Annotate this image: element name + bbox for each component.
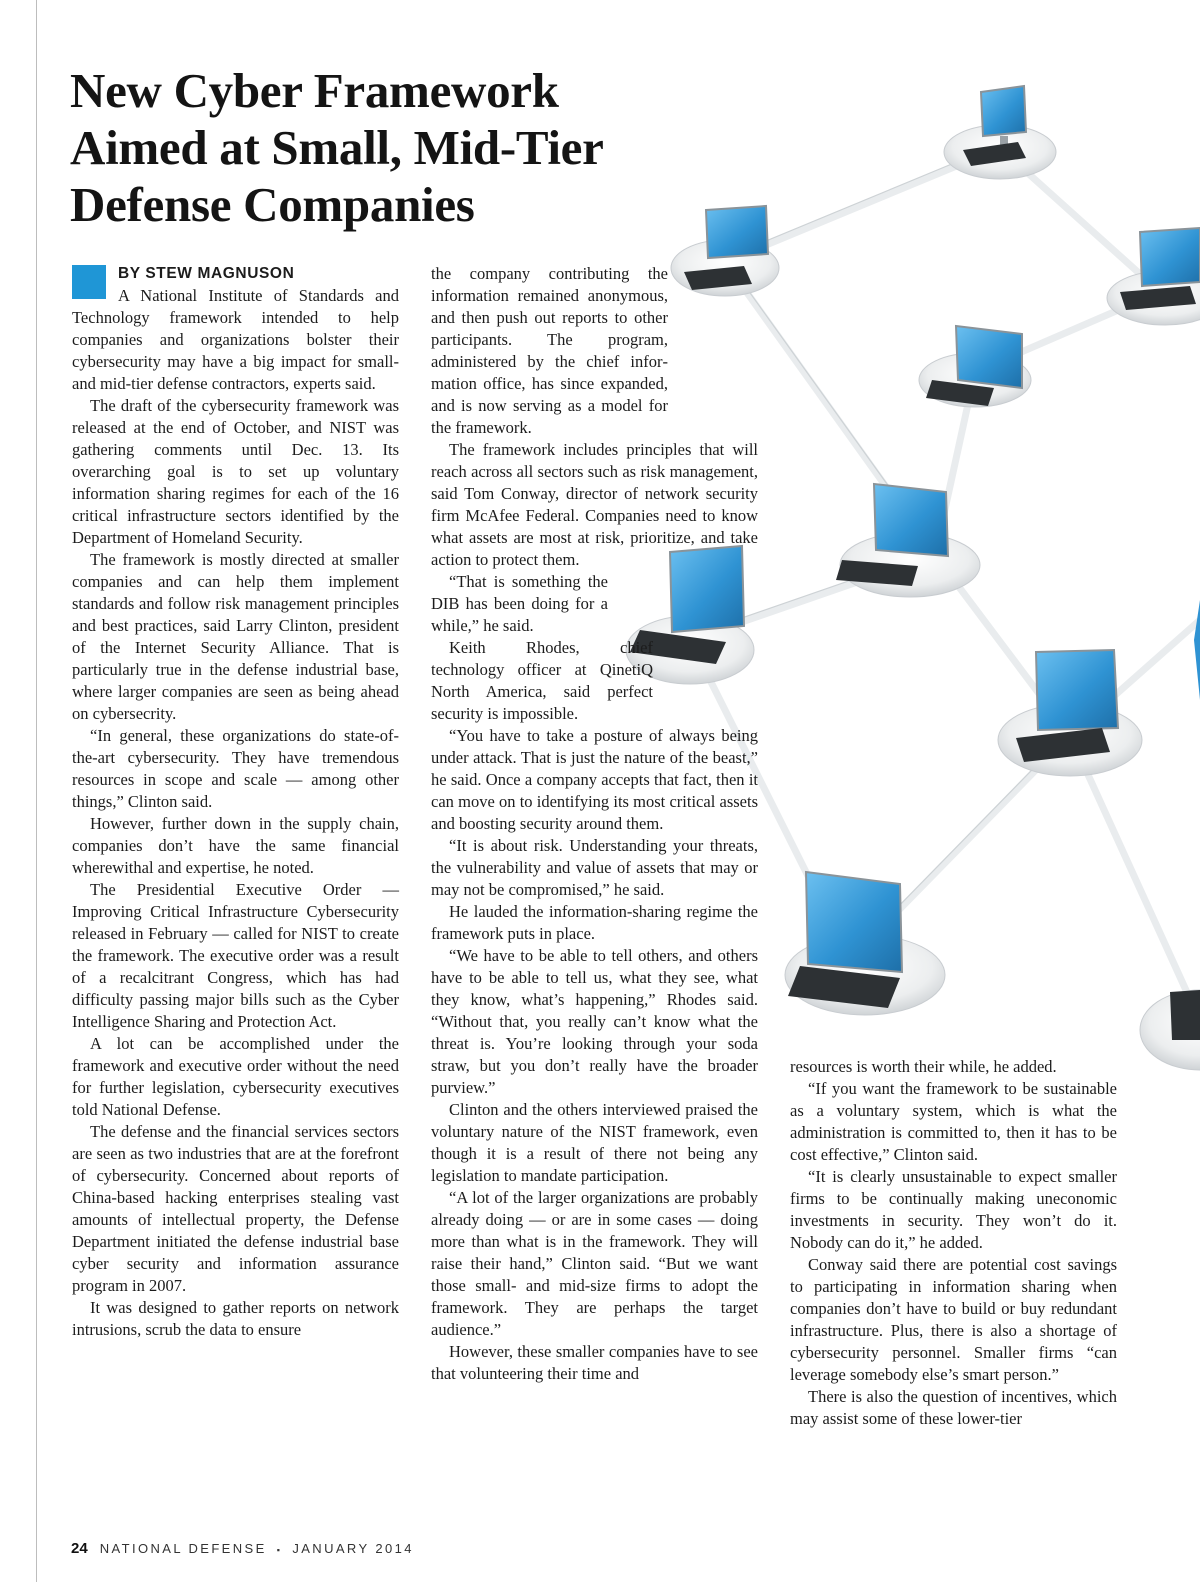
paragraph: A National Institute of Standards and Technology framework intended to help companies and organizations bolster their cybersecurity may have a big impact for small- and mid-tier defense contractors, experts said. — [72, 286, 399, 393]
article-title — [70, 62, 710, 233]
paragraph: The Presidential Executive Order — Improving Critical Infrastructure Cybersecurity released in February — called for NIST to create the framework. The executive order was a result of a recalcitrant Congress, which has had difficulty passing major bills such as the Cyber Intelligence Sharing and Protection Act. — [72, 880, 399, 1031]
paragraph: It was designed to gather reports on network intrusions, scrub the data to ensure — [72, 1298, 399, 1339]
page-footer — [71, 1540, 414, 1557]
paragraph: The framework is mostly directed at smaller companies and can help them implement standards and follow risk management principles and best practices, said Larry Clinton, president of the Internet Security Alliance. That is particularly true in the defense industrial base, where larger companies are seen as being ahead on cybersecrity. — [72, 550, 399, 723]
paragraph: Clinton and the others interviewed praised the voluntary nature of the NIST framework, even though it is a result of there not being any legislation to mandate participation. — [431, 1100, 758, 1185]
paragraph: “We have to be able to tell others, and others have to be able to tell us, what they see, what they know, what’s happening,” Rhodes said. “Without that, you really can’t know what the threat is. You’re looking through your soda straw, but you don’t really have the broader purview.” — [431, 946, 758, 1097]
paragraph: “You have to take a posture of always being under attack. That is just the nature of the beast,” he said. Once a company accepts that fact, then it can move on to identifying its most critical assets and boosting security around them. — [431, 726, 758, 833]
publication-name: NATIONAL DEFENSE — [99, 1541, 267, 1556]
paragraph: There is also the question of incentives, which may assist some of these lower-tier — [790, 1387, 1117, 1428]
article-column-2 — [431, 263, 758, 1385]
paragraph: “That is something the DIB has been doing for a while,” he said. — [431, 572, 608, 635]
title-line: Defense Companies — [70, 177, 475, 232]
article-column-1 — [72, 263, 399, 1341]
article-column-3 — [790, 1056, 1117, 1430]
title-line: Aimed at Small, Mid-Tier — [70, 120, 604, 175]
paragraph: Conway said there are potential cost savings to participating in information sharing when companies don’t have to build or buy redundant infrastructure. Plus, there is also a shortage of cybersecurity personnel. Smaller firms “can leverage somebody else’s smart person.” — [790, 1255, 1117, 1384]
paragraph: However, further down in the supply chain, companies don’t have the same financial wherewithal and expertise, he noted. — [72, 814, 399, 877]
issue-date: JANUARY 2014 — [292, 1541, 414, 1556]
paragraph: “If you want the framework to be sustainable as a voluntary system, which is what the administration is committed to, then it has to be cost effective,” Clinton said. — [790, 1079, 1117, 1164]
paragraph: Keith Rhodes, chief technology officer at QinetiQ North America, said perfect security is impossible. — [431, 638, 653, 723]
paragraph: He lauded the information-sharing regime the framework puts in place. — [431, 902, 758, 943]
paragraph: The draft of the cybersecurity framework was released at the end of October, and NIST was gathering comments until Dec. 13. Its overarching goal is to set up voluntary information sharing regimes for each of the 16 critical infrastructure sectors identified by the Department of Homeland Security. — [72, 396, 399, 547]
paragraph: “In general, these organizations do state-of-the-art cybersecurity. They have tremendous resources in scope and scale — among other things,” Clinton said. — [72, 726, 399, 811]
paragraph: the company contributing the information remained anonymous, and then push out reports to other participants. The program, administered by the chief information office, has since expanded, and is now serving as a model for the framework. — [431, 264, 668, 437]
paragraph: “It is about risk. Understanding your threats, the vulnerability and value of assets that may or may not be compromised,” he said. — [431, 836, 758, 899]
paragraph: “A lot of the larger organizations are probably already doing — or are in some cases — doing more than what is in the framework. They will raise their hand,” Clinton said. “But we want those small- and mid-size firms to adopt the framework. They are perhaps the target audience.” — [431, 1188, 758, 1339]
byline: BY STEW MAGNUSON — [118, 265, 295, 282]
paragraph: The defense and the financial services sectors are seen as two industries that are at the forefront of cybersecurity. Concerned about reports of China-based hacking enterprises stealing vast amounts of intellectual property, the Defense Department initiated the defense industrial base cyber security and information assurance program in 2007. — [72, 1122, 399, 1295]
page-number: 24 — [71, 1540, 88, 1557]
paragraph: The framework includes principles that will reach across all sectors such as risk management, said Tom Conway, director of network security firm McAfee Federal. Companies need to know what assets are most at risk, prioritize, and take action to protect them. — [431, 440, 758, 569]
paragraph: A lot can be accomplished under the framework and executive order without the need for further legislation, cybersecurity executives told National Defense. — [72, 1034, 399, 1119]
title-line: New Cyber Framework — [70, 63, 559, 118]
paragraph: resources is worth their while, he added. — [790, 1057, 1057, 1076]
paragraph: However, these smaller companies have to see that volunteering their time and — [431, 1342, 758, 1383]
paragraph: “It is clearly unsustainable to expect smaller firms to be continually making uneconomic investments in security. They won’t do it. Nobody can do it,” he added. — [790, 1167, 1117, 1252]
footer-separator: ▪ — [276, 1544, 283, 1555]
